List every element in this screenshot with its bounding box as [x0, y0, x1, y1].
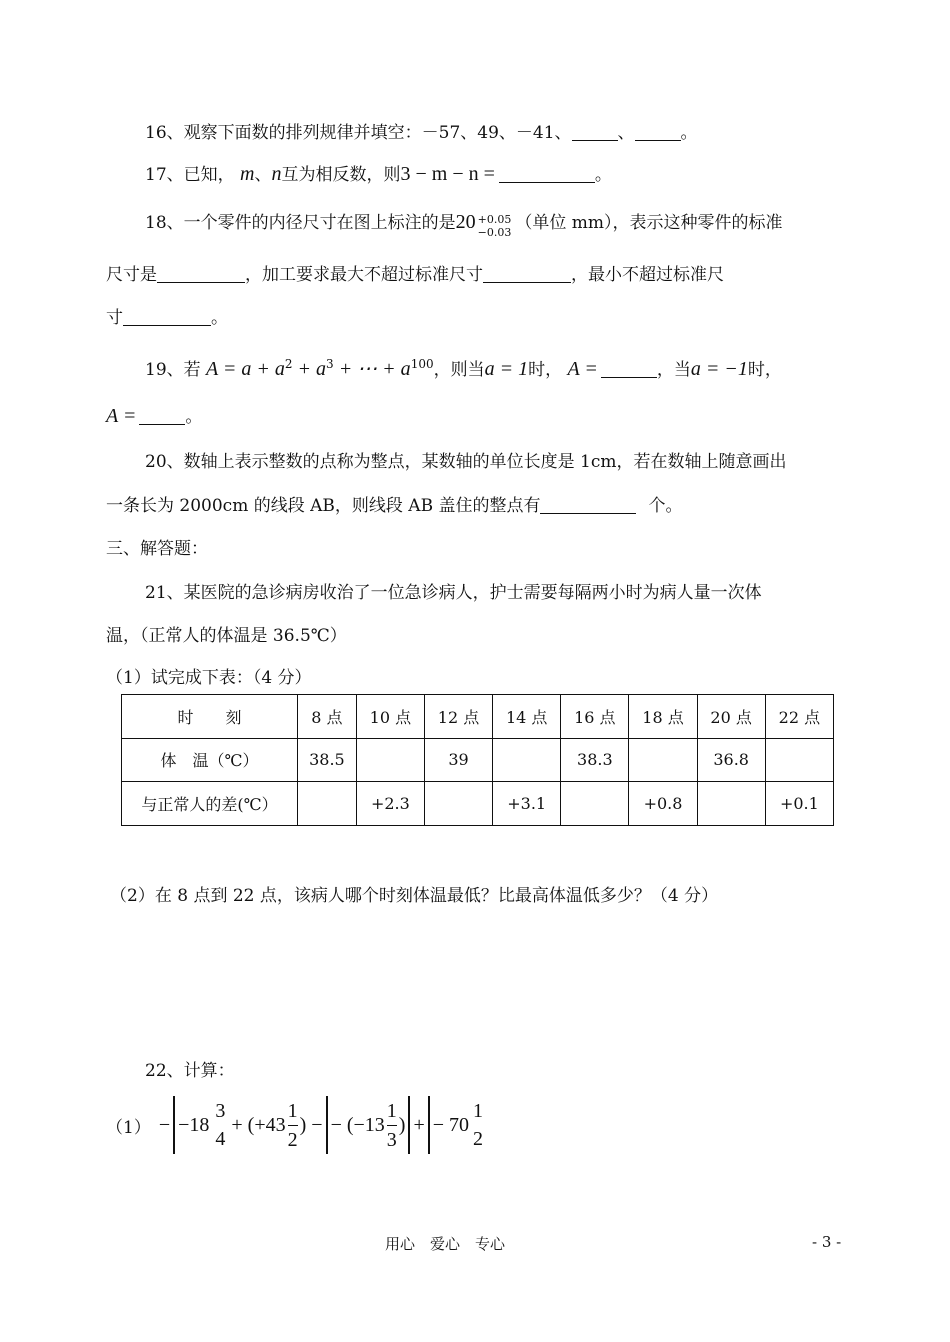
q17-m: m	[240, 163, 255, 185]
q20-line2-b: 个。	[648, 496, 683, 516]
table-cell: 20 点	[697, 695, 765, 739]
q19-formula: A = a + a	[206, 358, 285, 380]
question-18-line2	[106, 260, 724, 285]
q22-p1: + (+43	[231, 1113, 286, 1136]
table-row-temperature	[122, 738, 834, 782]
table-cell: +2.3	[356, 782, 424, 826]
q19-dots: + ⋯ + a	[333, 358, 411, 380]
question-18-line3	[106, 303, 228, 328]
q19-blank-1[interactable]	[601, 360, 657, 378]
q22-minus3: − (−13	[330, 1113, 385, 1136]
abs-bar	[428, 1096, 430, 1154]
fraction	[215, 1097, 225, 1153]
abs-bar	[173, 1096, 175, 1154]
table-cell[interactable]	[298, 782, 357, 826]
q18-text-a: 18、一个零件的内径尺寸在图上标注的是	[145, 213, 456, 233]
q19-line2: A =	[106, 405, 137, 427]
q22-p3: )	[398, 1113, 406, 1136]
table-cell: 22 点	[765, 695, 833, 739]
temperature-table	[121, 694, 834, 826]
table-cell: 38.3	[561, 738, 629, 782]
q19-exp3: 3	[326, 357, 334, 371]
table-cell: 10 点	[356, 695, 424, 739]
table-cell: 时 刻	[122, 695, 298, 739]
question-21-line1: 21、某医院的急诊病房收治了一位急诊病人，护士需要每隔两小时为病人量一次体	[145, 583, 762, 603]
question-20-line1: 20、数轴上表示整数的点称为整点，某数轴的单位长度是 1cm，若在数轴上随意画出	[145, 452, 787, 472]
q16-blank-1[interactable]	[572, 123, 618, 141]
table-cell[interactable]	[765, 738, 833, 782]
question-18-line1	[145, 208, 783, 239]
table-cell: 16 点	[561, 695, 629, 739]
q22-minus4: − 70	[432, 1113, 470, 1136]
table-cell: +0.1	[765, 782, 833, 826]
q17-sep: 、	[254, 165, 272, 185]
q17-blank[interactable]	[499, 165, 595, 183]
q18-text-b: （单位 mm），表示这种零件的标准	[515, 213, 783, 233]
fraction	[288, 1097, 298, 1154]
denominator: 4	[215, 1128, 226, 1150]
q19-text-d: ，当	[656, 360, 691, 380]
q22-minus1: −	[158, 1113, 171, 1136]
q19-text-e: 时，	[747, 360, 782, 380]
abs-bar	[408, 1096, 410, 1154]
fraction	[387, 1097, 397, 1154]
question-16	[145, 118, 698, 143]
q19-exp2: 2	[284, 357, 293, 371]
q20-line2-a: 一条长为 2000cm 的线段 AB，则线段 AB 盖住的整点有	[106, 496, 541, 516]
numerator: 3	[215, 1100, 226, 1122]
question-21-part1: （1）试完成下表：（4 分）	[106, 668, 312, 688]
q18-blank-2[interactable]	[483, 265, 571, 283]
q22-p4: +	[413, 1113, 425, 1136]
q18-lower: −0.03	[477, 226, 512, 239]
table-cell[interactable]	[424, 782, 492, 826]
q17-text-a: 17、已知，	[145, 165, 235, 185]
q18-line3-a: 寸	[106, 308, 123, 328]
question-20-line2	[106, 491, 682, 516]
table-cell: 体 温（℃）	[122, 738, 298, 782]
q17-expr: 3 − m − n =	[400, 163, 495, 185]
q18-line2-c: ，最小不超过标准尺	[571, 265, 724, 285]
table-cell: 12 点	[424, 695, 492, 739]
table-cell: 36.8	[697, 738, 765, 782]
q18-base: 20	[455, 211, 476, 233]
question-22-expression	[106, 1095, 487, 1155]
q19-text-c: 时，	[528, 360, 563, 380]
page-number: - 3 -	[812, 1233, 842, 1251]
q18-tolerance	[478, 213, 512, 239]
table-cell[interactable]	[493, 738, 561, 782]
q18-upper: +0.05	[477, 213, 512, 226]
table-cell: +3.1	[493, 782, 561, 826]
question-19-line1	[145, 355, 782, 381]
q16-text: 16、观察下面数的排列规律并填空：－57、49、－41、	[145, 123, 572, 143]
q17-text-b: 互为相反数，则	[281, 165, 401, 185]
q18-line3-end: 。	[211, 308, 228, 328]
numerator: 1	[288, 1097, 298, 1126]
table-cell[interactable]	[356, 738, 424, 782]
q17-n: n	[271, 163, 282, 185]
q19-line2-end: 。	[185, 407, 203, 427]
q18-line2-a: 尺寸是	[106, 265, 157, 285]
q18-blank-3[interactable]	[123, 308, 211, 326]
abs-bar	[326, 1096, 328, 1154]
q18-line2-b: ，加工要求最大不超过标准尺寸	[245, 265, 483, 285]
table-cell: 18 点	[629, 695, 697, 739]
table-cell: 39	[424, 738, 492, 782]
table-cell[interactable]	[629, 738, 697, 782]
question-22-title: 22、计算：	[145, 1061, 235, 1081]
q22-p2: ) −	[299, 1113, 323, 1136]
table-header-row	[122, 695, 834, 739]
q19-a-eq: A =	[567, 358, 598, 380]
q22-label: （1）	[106, 1117, 151, 1138]
denominator: 2	[287, 1128, 298, 1151]
q19-text-a: 19、若	[145, 360, 201, 380]
q22-minus2: −18	[178, 1113, 210, 1136]
table-cell: 38.5	[298, 738, 357, 782]
question-17	[145, 160, 612, 186]
table-cell[interactable]	[697, 782, 765, 826]
q19-text-b: ，则当	[433, 360, 485, 380]
table-cell: 14 点	[493, 695, 561, 739]
question-21-part2: （2）在 8 点到 22 点，该病人哪个时刻体温最低？比最高体温低多少？（4 分）	[110, 886, 719, 906]
q18-blank-1[interactable]	[157, 265, 245, 283]
q19-cond2: a = −1	[690, 358, 748, 380]
numerator: 1	[473, 1100, 484, 1122]
table-cell[interactable]	[561, 782, 629, 826]
question-21-line2: 温，（正常人的体温是 36.5℃）	[106, 626, 347, 646]
denominator: 2	[473, 1128, 484, 1150]
table-row-difference	[122, 782, 834, 826]
q19-cond1: a = 1	[484, 358, 529, 380]
denominator: 3	[386, 1128, 397, 1151]
table-cell: 8 点	[298, 695, 357, 739]
footer-center: 用心 爱心 专心	[385, 1235, 506, 1253]
q17-end: 。	[594, 165, 612, 185]
section-3-heading: 三、解答题：	[106, 539, 208, 559]
question-19-line2	[106, 402, 202, 428]
q16-sep: 、	[617, 123, 635, 143]
q19-plus3: + a	[292, 358, 327, 380]
table-cell: 与正常人的差(℃）	[122, 782, 298, 826]
fraction	[473, 1097, 483, 1153]
q20-blank[interactable]	[540, 496, 636, 514]
q19-blank-2[interactable]	[139, 407, 185, 425]
table-cell: +0.8	[629, 782, 697, 826]
q19-exp100: 100	[410, 357, 434, 371]
q16-end: 。	[680, 123, 698, 143]
q16-blank-2[interactable]	[635, 123, 681, 141]
numerator: 1	[387, 1097, 397, 1126]
